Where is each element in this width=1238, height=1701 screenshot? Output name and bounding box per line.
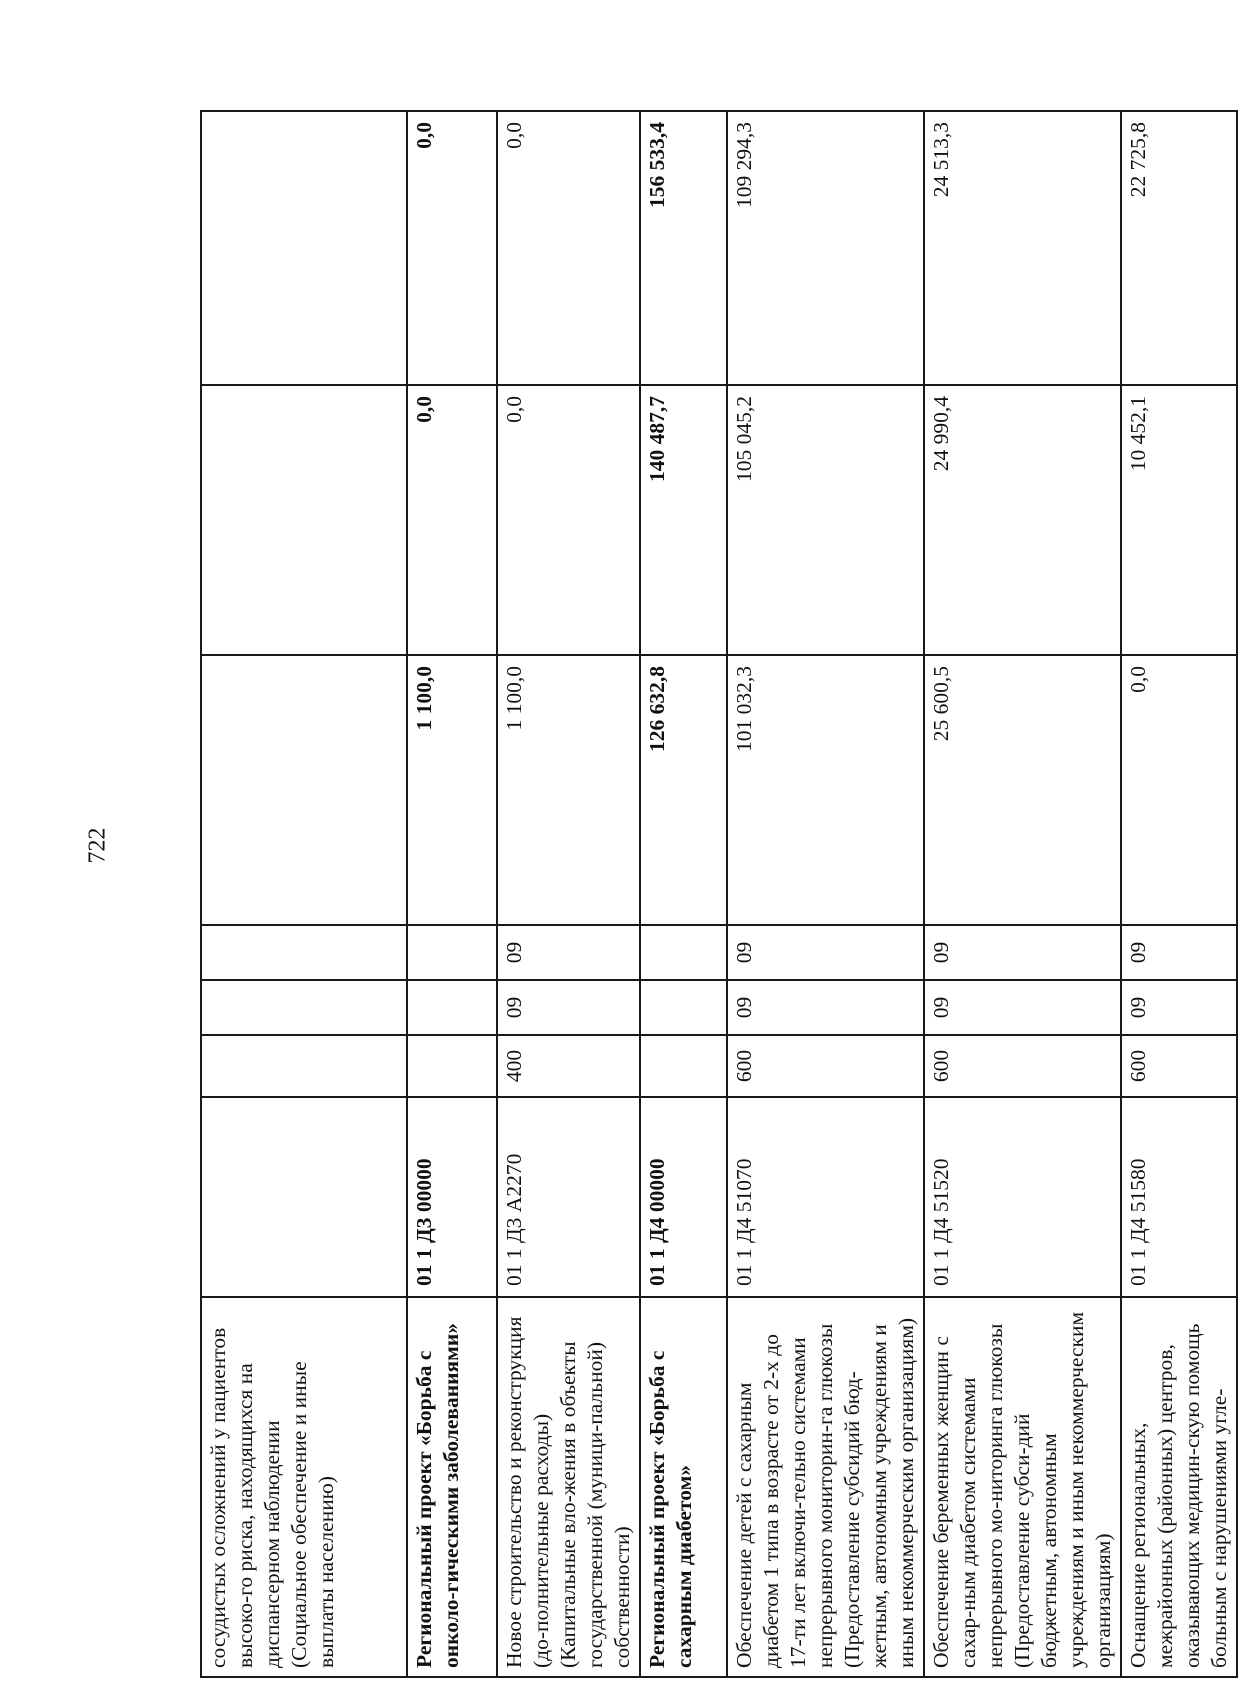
table-rotation-frame: [200, 112, 1231, 1678]
amount-year-2: 0,0: [497, 385, 640, 655]
amount-year-2: 24 990,4: [924, 385, 1121, 655]
section-code: 09: [924, 980, 1121, 1035]
section-code: [640, 980, 727, 1035]
amount-year-2: 140 487,7: [640, 385, 727, 655]
target-article-code: [201, 1097, 407, 1297]
target-article-code: 01 1 Д4 00000: [640, 1097, 727, 1297]
row-description: Региональный проект «Борьба с сахарным диабетом»: [640, 1297, 727, 1677]
amount-year-1: 0,0: [1121, 655, 1237, 925]
row-description: сосудистых осложнений у пациентов высоко-го риска, находящихся на диспансерном наблюдении (Социальное обеспечение и иные выплаты населению): [201, 1297, 407, 1677]
amount-year-1: 1 100,0: [497, 655, 640, 925]
amount-year-2: 105 045,2: [727, 385, 924, 655]
target-article-code: 01 1 Д4 51520: [924, 1097, 1121, 1297]
amount-year-1: [201, 655, 407, 925]
expense-type-code: 600: [1121, 1035, 1237, 1097]
table-row: [1121, 111, 1237, 1677]
section-code: 09: [497, 980, 640, 1035]
table-body: [201, 111, 1237, 1677]
amount-year-2: 0,0: [407, 385, 497, 655]
amount-year-1: 1 100,0: [407, 655, 497, 925]
target-article-code: 01 1 Д3 00000: [407, 1097, 497, 1297]
subsection-code: [407, 925, 497, 980]
amount-year-1: 25 600,5: [924, 655, 1121, 925]
subsection-code: 09: [727, 925, 924, 980]
target-article-code: 01 1 Д4 51580: [1121, 1097, 1237, 1297]
page-number: 722: [84, 827, 111, 864]
row-description: Оснащение региональных, межрайонных (районных) центров, оказывающих медицин-скую помощь больным с нарушениями угле-: [1121, 1297, 1237, 1677]
subsection-code: [201, 925, 407, 980]
amount-year-1: 101 032,3: [727, 655, 924, 925]
section-code: 09: [727, 980, 924, 1035]
row-description: Региональный проект «Борьба с онколо-гическими заболеваниями»: [407, 1297, 497, 1677]
table-row: [497, 111, 640, 1677]
amount-year-2: 10 452,1: [1121, 385, 1237, 655]
row-description: Обеспечение беременных женщин с сахар-ным диабетом системами непрерывного мо-ниторинга глюкозы (Предоставление субси-дий бюджетным, автономным учреждениям и иным некоммерческим организациям): [924, 1297, 1121, 1677]
amount-year-3: 22 725,8: [1121, 111, 1237, 385]
amount-year-3: 0,0: [407, 111, 497, 385]
subsection-code: [640, 925, 727, 980]
amount-year-2: [201, 385, 407, 655]
expense-type-code: 600: [924, 1035, 1121, 1097]
target-article-code: 01 1 Д3 А2270: [497, 1097, 640, 1297]
table-row: [640, 111, 727, 1677]
expense-type-code: [407, 1035, 497, 1097]
amount-year-1: 126 632,8: [640, 655, 727, 925]
expense-type-code: 600: [727, 1035, 924, 1097]
row-description: Новое строительство и реконструкция (до-полнительные расходы) (Капитальные вло-жения в объекты государственной (муници-пальной) собственности): [497, 1297, 640, 1677]
table-wrapper: [200, 112, 1231, 1678]
amount-year-3: 24 513,3: [924, 111, 1121, 385]
table-row: [201, 111, 407, 1677]
target-article-code: 01 1 Д4 51070: [727, 1097, 924, 1297]
section-code: [407, 980, 497, 1035]
expense-type-code: [201, 1035, 407, 1097]
amount-year-3: 0,0: [497, 111, 640, 385]
expense-type-code: 400: [497, 1035, 640, 1097]
table-row: [407, 111, 497, 1677]
section-code: 09: [1121, 980, 1237, 1035]
amount-year-3: 156 533,4: [640, 111, 727, 385]
amount-year-3: 109 294,3: [727, 111, 924, 385]
budget-table: [200, 110, 1238, 1678]
row-description: Обеспечение детей с сахарным диабетом 1 типа в возрасте от 2-х до 17-ти лет включи-тельно системами непрерывного мониторин-га глюкозы (Предоставление субсидий бюд-жетным, автономным учреждениям и иным некоммерческим организациям): [727, 1297, 924, 1677]
section-code: [201, 980, 407, 1035]
table-row: [924, 111, 1121, 1677]
expense-type-code: [640, 1035, 727, 1097]
amount-year-3: [201, 111, 407, 385]
subsection-code: 09: [497, 925, 640, 980]
subsection-code: 09: [1121, 925, 1237, 980]
table-row: [727, 111, 924, 1677]
subsection-code: 09: [924, 925, 1121, 980]
